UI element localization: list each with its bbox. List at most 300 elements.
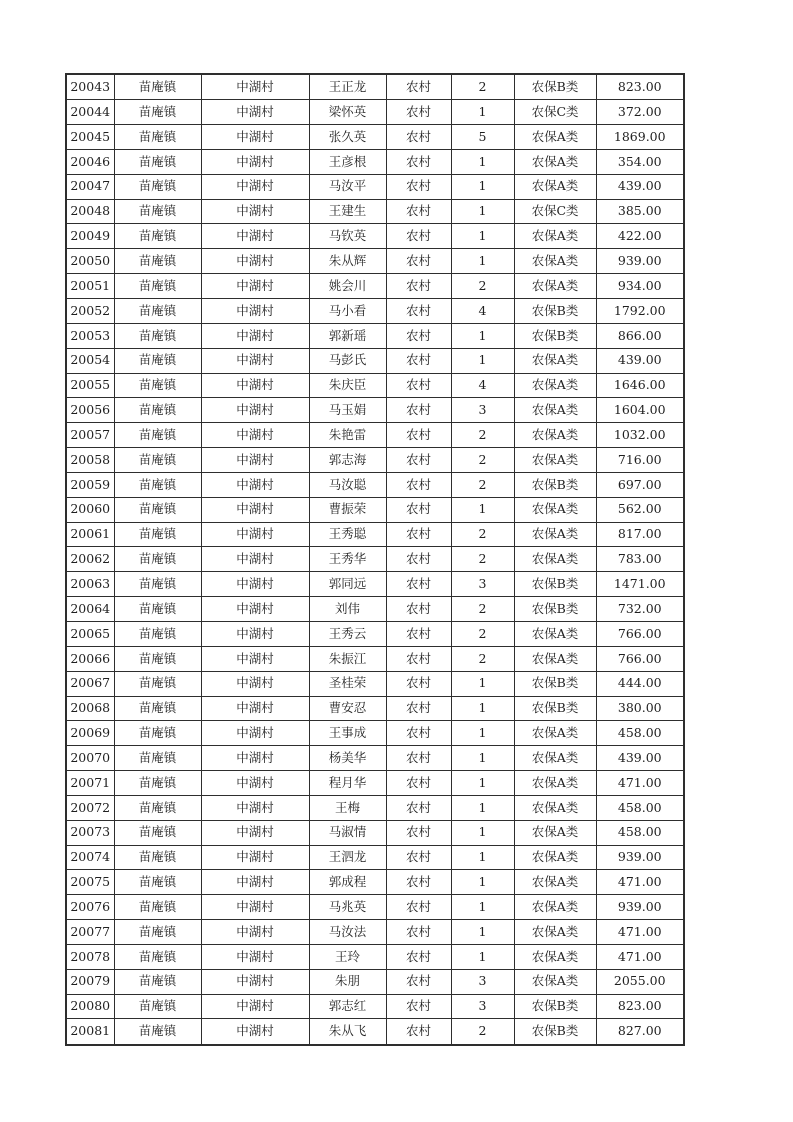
cell-person-name: 郭同远 <box>309 572 386 597</box>
cell-person-count: 1 <box>451 820 514 845</box>
cell-village: 中湖村 <box>201 497 309 522</box>
cell-person-count: 3 <box>451 994 514 1019</box>
table-row <box>66 398 684 423</box>
cell-record-id: 20063 <box>66 572 114 597</box>
cell-record-id: 20053 <box>66 323 114 348</box>
cell-town: 苗庵镇 <box>114 74 201 100</box>
cell-amount: 458.00 <box>596 820 684 845</box>
table-row <box>66 299 684 324</box>
cell-insurance-class: 农保A类 <box>514 149 596 174</box>
cell-residence-type: 农村 <box>386 448 451 473</box>
cell-insurance-class: 农保B类 <box>514 323 596 348</box>
cell-amount: 939.00 <box>596 895 684 920</box>
cell-amount: 471.00 <box>596 944 684 969</box>
cell-residence-type: 农村 <box>386 149 451 174</box>
cell-insurance-class: 农保A类 <box>514 721 596 746</box>
cell-residence-type: 农村 <box>386 746 451 771</box>
table-row <box>66 597 684 622</box>
cell-amount: 354.00 <box>596 149 684 174</box>
cell-person-name: 朱朋 <box>309 969 386 994</box>
cell-residence-type: 农村 <box>386 299 451 324</box>
cell-amount: 1869.00 <box>596 125 684 150</box>
cell-person-name: 马汝法 <box>309 920 386 945</box>
cell-record-id: 20043 <box>66 74 114 100</box>
cell-amount: 934.00 <box>596 274 684 299</box>
cell-person-name: 朱从飞 <box>309 1019 386 1045</box>
cell-village: 中湖村 <box>201 845 309 870</box>
cell-village: 中湖村 <box>201 547 309 572</box>
cell-town: 苗庵镇 <box>114 746 201 771</box>
cell-person-count: 1 <box>451 920 514 945</box>
cell-amount: 458.00 <box>596 721 684 746</box>
cell-village: 中湖村 <box>201 895 309 920</box>
cell-amount: 697.00 <box>596 472 684 497</box>
cell-village: 中湖村 <box>201 621 309 646</box>
table-row <box>66 721 684 746</box>
table-row <box>66 1019 684 1045</box>
cell-person-count: 4 <box>451 373 514 398</box>
cell-record-id: 20046 <box>66 149 114 174</box>
table-row <box>66 572 684 597</box>
cell-person-name: 马玉娟 <box>309 398 386 423</box>
cell-residence-type: 农村 <box>386 373 451 398</box>
cell-residence-type: 农村 <box>386 323 451 348</box>
cell-insurance-class: 农保A类 <box>514 125 596 150</box>
cell-person-count: 1 <box>451 721 514 746</box>
table-row <box>66 795 684 820</box>
table-row <box>66 920 684 945</box>
cell-village: 中湖村 <box>201 472 309 497</box>
cell-insurance-class: 农保A类 <box>514 274 596 299</box>
cell-residence-type: 农村 <box>386 671 451 696</box>
cell-person-count: 1 <box>451 696 514 721</box>
cell-village: 中湖村 <box>201 74 309 100</box>
cell-person-count: 1 <box>451 870 514 895</box>
cell-town: 苗庵镇 <box>114 522 201 547</box>
cell-record-id: 20062 <box>66 547 114 572</box>
cell-residence-type: 农村 <box>386 696 451 721</box>
cell-insurance-class: 农保B类 <box>514 1019 596 1045</box>
cell-residence-type: 农村 <box>386 920 451 945</box>
cell-village: 中湖村 <box>201 448 309 473</box>
cell-record-id: 20055 <box>66 373 114 398</box>
cell-residence-type: 农村 <box>386 969 451 994</box>
cell-record-id: 20072 <box>66 795 114 820</box>
table-row <box>66 969 684 994</box>
table-row <box>66 348 684 373</box>
cell-person-name: 马淑情 <box>309 820 386 845</box>
table-row <box>66 671 684 696</box>
cell-person-count: 2 <box>451 423 514 448</box>
cell-record-id: 20057 <box>66 423 114 448</box>
cell-village: 中湖村 <box>201 323 309 348</box>
cell-record-id: 20048 <box>66 199 114 224</box>
cell-village: 中湖村 <box>201 721 309 746</box>
cell-person-count: 1 <box>451 100 514 125</box>
cell-record-id: 20045 <box>66 125 114 150</box>
table-row <box>66 174 684 199</box>
cell-town: 苗庵镇 <box>114 348 201 373</box>
cell-person-name: 朱从辉 <box>309 249 386 274</box>
cell-insurance-class: 农保A类 <box>514 621 596 646</box>
cell-insurance-class: 农保A类 <box>514 795 596 820</box>
cell-residence-type: 农村 <box>386 547 451 572</box>
cell-residence-type: 农村 <box>386 74 451 100</box>
table-row <box>66 746 684 771</box>
cell-insurance-class: 农保B类 <box>514 472 596 497</box>
table-row <box>66 74 684 100</box>
cell-person-name: 王彦根 <box>309 149 386 174</box>
cell-amount: 471.00 <box>596 771 684 796</box>
cell-village: 中湖村 <box>201 820 309 845</box>
cell-residence-type: 农村 <box>386 398 451 423</box>
table-row <box>66 423 684 448</box>
cell-insurance-class: 农保A类 <box>514 224 596 249</box>
cell-residence-type: 农村 <box>386 845 451 870</box>
cell-person-name: 张久英 <box>309 125 386 150</box>
cell-residence-type: 农村 <box>386 423 451 448</box>
cell-person-name: 曹安忍 <box>309 696 386 721</box>
cell-amount: 1792.00 <box>596 299 684 324</box>
cell-person-count: 1 <box>451 174 514 199</box>
cell-person-count: 1 <box>451 746 514 771</box>
cell-person-name: 曹振荣 <box>309 497 386 522</box>
cell-residence-type: 农村 <box>386 646 451 671</box>
cell-person-name: 梁怀英 <box>309 100 386 125</box>
cell-residence-type: 农村 <box>386 771 451 796</box>
table-row <box>66 522 684 547</box>
cell-town: 苗庵镇 <box>114 895 201 920</box>
cell-amount: 1646.00 <box>596 373 684 398</box>
cell-person-name: 王秀聪 <box>309 522 386 547</box>
cell-person-name: 程月华 <box>309 771 386 796</box>
cell-town: 苗庵镇 <box>114 472 201 497</box>
cell-amount: 1471.00 <box>596 572 684 597</box>
cell-person-name: 朱艳雷 <box>309 423 386 448</box>
cell-insurance-class: 农保B类 <box>514 299 596 324</box>
table-row <box>66 547 684 572</box>
cell-residence-type: 农村 <box>386 472 451 497</box>
cell-amount: 766.00 <box>596 621 684 646</box>
cell-record-id: 20075 <box>66 870 114 895</box>
cell-residence-type: 农村 <box>386 274 451 299</box>
cell-residence-type: 农村 <box>386 721 451 746</box>
cell-insurance-class: 农保B类 <box>514 597 596 622</box>
cell-insurance-class: 农保B类 <box>514 994 596 1019</box>
cell-town: 苗庵镇 <box>114 199 201 224</box>
cell-village: 中湖村 <box>201 249 309 274</box>
cell-record-id: 20068 <box>66 696 114 721</box>
cell-town: 苗庵镇 <box>114 820 201 845</box>
cell-person-count: 3 <box>451 398 514 423</box>
cell-record-id: 20076 <box>66 895 114 920</box>
cell-residence-type: 农村 <box>386 224 451 249</box>
cell-town: 苗庵镇 <box>114 870 201 895</box>
cell-person-count: 2 <box>451 274 514 299</box>
cell-village: 中湖村 <box>201 646 309 671</box>
cell-record-id: 20067 <box>66 671 114 696</box>
cell-residence-type: 农村 <box>386 522 451 547</box>
cell-person-count: 3 <box>451 969 514 994</box>
cell-record-id: 20077 <box>66 920 114 945</box>
cell-insurance-class: 农保B类 <box>514 671 596 696</box>
table-row <box>66 100 684 125</box>
table-row <box>66 621 684 646</box>
cell-person-count: 1 <box>451 199 514 224</box>
cell-record-id: 20052 <box>66 299 114 324</box>
cell-residence-type: 农村 <box>386 199 451 224</box>
cell-person-name: 王秀华 <box>309 547 386 572</box>
cell-person-count: 1 <box>451 771 514 796</box>
cell-person-name: 朱庆臣 <box>309 373 386 398</box>
cell-insurance-class: 农保A类 <box>514 249 596 274</box>
cell-person-count: 2 <box>451 522 514 547</box>
cell-person-count: 1 <box>451 944 514 969</box>
cell-village: 中湖村 <box>201 224 309 249</box>
cell-village: 中湖村 <box>201 398 309 423</box>
cell-record-id: 20054 <box>66 348 114 373</box>
cell-amount: 562.00 <box>596 497 684 522</box>
cell-insurance-class: 农保A类 <box>514 373 596 398</box>
cell-amount: 716.00 <box>596 448 684 473</box>
cell-person-count: 1 <box>451 224 514 249</box>
cell-amount: 1604.00 <box>596 398 684 423</box>
cell-record-id: 20059 <box>66 472 114 497</box>
cell-person-count: 1 <box>451 497 514 522</box>
cell-person-name: 王泗龙 <box>309 845 386 870</box>
cell-person-count: 3 <box>451 572 514 597</box>
cell-amount: 439.00 <box>596 348 684 373</box>
cell-person-name: 刘伟 <box>309 597 386 622</box>
cell-amount: 372.00 <box>596 100 684 125</box>
table-row <box>66 149 684 174</box>
cell-village: 中湖村 <box>201 920 309 945</box>
cell-village: 中湖村 <box>201 522 309 547</box>
cell-insurance-class: 农保A类 <box>514 895 596 920</box>
cell-insurance-class: 农保A类 <box>514 820 596 845</box>
cell-village: 中湖村 <box>201 771 309 796</box>
cell-person-count: 1 <box>451 671 514 696</box>
cell-village: 中湖村 <box>201 199 309 224</box>
cell-village: 中湖村 <box>201 994 309 1019</box>
cell-person-count: 2 <box>451 621 514 646</box>
cell-town: 苗庵镇 <box>114 994 201 1019</box>
cell-residence-type: 农村 <box>386 100 451 125</box>
table-body <box>66 74 684 1045</box>
cell-insurance-class: 农保A类 <box>514 845 596 870</box>
table-row <box>66 199 684 224</box>
cell-amount: 939.00 <box>596 249 684 274</box>
cell-person-count: 1 <box>451 845 514 870</box>
cell-insurance-class: 农保A类 <box>514 174 596 199</box>
cell-village: 中湖村 <box>201 795 309 820</box>
cell-town: 苗庵镇 <box>114 795 201 820</box>
cell-town: 苗庵镇 <box>114 224 201 249</box>
cell-town: 苗庵镇 <box>114 969 201 994</box>
cell-amount: 823.00 <box>596 74 684 100</box>
table-row <box>66 845 684 870</box>
cell-person-count: 1 <box>451 348 514 373</box>
cell-person-name: 王正龙 <box>309 74 386 100</box>
cell-amount: 471.00 <box>596 870 684 895</box>
cell-town: 苗庵镇 <box>114 621 201 646</box>
cell-insurance-class: 农保A类 <box>514 771 596 796</box>
cell-amount: 439.00 <box>596 746 684 771</box>
cell-record-id: 20065 <box>66 621 114 646</box>
cell-town: 苗庵镇 <box>114 423 201 448</box>
cell-amount: 439.00 <box>596 174 684 199</box>
cell-person-name: 王事成 <box>309 721 386 746</box>
cell-person-name: 姚会川 <box>309 274 386 299</box>
cell-person-count: 1 <box>451 323 514 348</box>
cell-record-id: 20044 <box>66 100 114 125</box>
table-row <box>66 870 684 895</box>
cell-person-count: 2 <box>451 1019 514 1045</box>
cell-record-id: 20078 <box>66 944 114 969</box>
cell-amount: 866.00 <box>596 323 684 348</box>
cell-village: 中湖村 <box>201 125 309 150</box>
cell-insurance-class: 农保A类 <box>514 646 596 671</box>
cell-residence-type: 农村 <box>386 795 451 820</box>
cell-residence-type: 农村 <box>386 621 451 646</box>
cell-insurance-class: 农保B类 <box>514 572 596 597</box>
cell-town: 苗庵镇 <box>114 448 201 473</box>
cell-record-id: 20071 <box>66 771 114 796</box>
cell-amount: 823.00 <box>596 994 684 1019</box>
cell-town: 苗庵镇 <box>114 398 201 423</box>
cell-record-id: 20058 <box>66 448 114 473</box>
table-row <box>66 771 684 796</box>
cell-person-name: 马钦英 <box>309 224 386 249</box>
cell-town: 苗庵镇 <box>114 100 201 125</box>
cell-residence-type: 农村 <box>386 820 451 845</box>
cell-town: 苗庵镇 <box>114 671 201 696</box>
cell-insurance-class: 农保B类 <box>514 74 596 100</box>
cell-town: 苗庵镇 <box>114 149 201 174</box>
cell-residence-type: 农村 <box>386 870 451 895</box>
cell-person-count: 2 <box>451 597 514 622</box>
table-row <box>66 994 684 1019</box>
cell-town: 苗庵镇 <box>114 845 201 870</box>
cell-amount: 1032.00 <box>596 423 684 448</box>
cell-amount: 380.00 <box>596 696 684 721</box>
cell-insurance-class: 农保B类 <box>514 696 596 721</box>
cell-residence-type: 农村 <box>386 994 451 1019</box>
cell-insurance-class: 农保A类 <box>514 920 596 945</box>
cell-village: 中湖村 <box>201 149 309 174</box>
insurance-record-table <box>65 73 685 1046</box>
table-row <box>66 323 684 348</box>
cell-record-id: 20050 <box>66 249 114 274</box>
cell-person-count: 2 <box>451 472 514 497</box>
cell-town: 苗庵镇 <box>114 373 201 398</box>
cell-amount: 827.00 <box>596 1019 684 1045</box>
table-row <box>66 472 684 497</box>
cell-town: 苗庵镇 <box>114 174 201 199</box>
cell-town: 苗庵镇 <box>114 646 201 671</box>
cell-person-count: 2 <box>451 547 514 572</box>
cell-amount: 783.00 <box>596 547 684 572</box>
cell-person-count: 2 <box>451 646 514 671</box>
cell-person-count: 2 <box>451 74 514 100</box>
cell-town: 苗庵镇 <box>114 771 201 796</box>
cell-person-name: 郭志红 <box>309 994 386 1019</box>
cell-record-id: 20056 <box>66 398 114 423</box>
cell-village: 中湖村 <box>201 944 309 969</box>
cell-village: 中湖村 <box>201 597 309 622</box>
cell-town: 苗庵镇 <box>114 696 201 721</box>
cell-person-name: 马小看 <box>309 299 386 324</box>
cell-town: 苗庵镇 <box>114 547 201 572</box>
cell-record-id: 20080 <box>66 994 114 1019</box>
cell-insurance-class: 农保A类 <box>514 746 596 771</box>
cell-residence-type: 农村 <box>386 597 451 622</box>
cell-person-name: 王玲 <box>309 944 386 969</box>
cell-record-id: 20047 <box>66 174 114 199</box>
cell-village: 中湖村 <box>201 1019 309 1045</box>
cell-person-name: 王建生 <box>309 199 386 224</box>
cell-insurance-class: 农保A类 <box>514 969 596 994</box>
cell-village: 中湖村 <box>201 572 309 597</box>
cell-insurance-class: 农保A类 <box>514 497 596 522</box>
cell-amount: 458.00 <box>596 795 684 820</box>
cell-town: 苗庵镇 <box>114 299 201 324</box>
cell-residence-type: 农村 <box>386 497 451 522</box>
cell-person-name: 圣桂荣 <box>309 671 386 696</box>
cell-person-count: 1 <box>451 249 514 274</box>
cell-person-name: 王梅 <box>309 795 386 820</box>
cell-person-count: 1 <box>451 795 514 820</box>
cell-town: 苗庵镇 <box>114 497 201 522</box>
cell-person-name: 郭新瑶 <box>309 323 386 348</box>
cell-insurance-class: 农保A类 <box>514 944 596 969</box>
cell-person-name: 郭志海 <box>309 448 386 473</box>
cell-person-count: 4 <box>451 299 514 324</box>
cell-person-name: 王秀云 <box>309 621 386 646</box>
table-row <box>66 895 684 920</box>
cell-record-id: 20070 <box>66 746 114 771</box>
cell-village: 中湖村 <box>201 423 309 448</box>
cell-town: 苗庵镇 <box>114 572 201 597</box>
table-row <box>66 944 684 969</box>
table-row <box>66 448 684 473</box>
cell-person-name: 马汝平 <box>309 174 386 199</box>
table-row <box>66 820 684 845</box>
cell-amount: 732.00 <box>596 597 684 622</box>
cell-village: 中湖村 <box>201 299 309 324</box>
cell-person-name: 郭成程 <box>309 870 386 895</box>
table-row <box>66 696 684 721</box>
cell-insurance-class: 农保C类 <box>514 199 596 224</box>
table-row <box>66 646 684 671</box>
cell-insurance-class: 农保A类 <box>514 348 596 373</box>
cell-village: 中湖村 <box>201 100 309 125</box>
cell-village: 中湖村 <box>201 373 309 398</box>
cell-record-id: 20051 <box>66 274 114 299</box>
cell-village: 中湖村 <box>201 274 309 299</box>
cell-residence-type: 农村 <box>386 1019 451 1045</box>
cell-town: 苗庵镇 <box>114 323 201 348</box>
cell-village: 中湖村 <box>201 870 309 895</box>
cell-record-id: 20081 <box>66 1019 114 1045</box>
cell-person-count: 1 <box>451 895 514 920</box>
cell-record-id: 20064 <box>66 597 114 622</box>
cell-town: 苗庵镇 <box>114 249 201 274</box>
cell-person-count: 5 <box>451 125 514 150</box>
cell-person-count: 2 <box>451 448 514 473</box>
cell-person-name: 杨美华 <box>309 746 386 771</box>
cell-village: 中湖村 <box>201 348 309 373</box>
